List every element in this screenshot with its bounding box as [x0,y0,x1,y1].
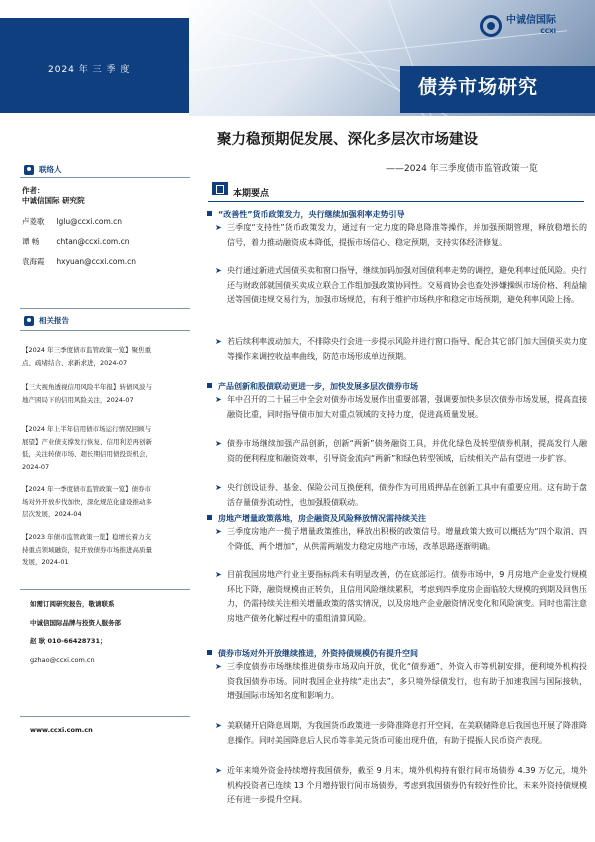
highlights-heading: 本期要点 [233,189,270,199]
author-row: 谭 畅 chtan@ccxi.com.cn [22,237,130,246]
arrow-bullet-icon: ➤ [215,483,222,492]
bullet-item: ➤ 年中召开的二十届三中全会对债券市场发展作出重要部署，强调要加快多层次债券市场发展，提高直接融资比重，同时指导债市加大对重点领域的支持力度，促进高质量发展。 [215,395,587,419]
bullet-square-icon [207,650,212,655]
author-email[interactable]: lglu@ccxi.com.cn [56,217,123,226]
divider [20,716,190,717]
section-title: 房地产增量政策落地，房企融资及风险释放情况需持续关注 [207,513,426,524]
bullet-item: ➤ 目前我国房地产行业主要指标尚未有明显改善，仍在底部运行。债券市场中，9 月房地产企业发行规模环比下降，融资规模由正转负，且信用风险继续累积，考虑到四季度房企面临较大规模的到期及回售压力，仍需持续关注相关增量政策的落实情况，以及房地产企业融资情况变化和风险演变。同时也需注意房地产债务化解过程中的重组清算风险。 [215,570,587,623]
highlights-rule [208,201,584,202]
divider [20,177,190,178]
arrow-bullet-icon: ➤ [215,439,222,448]
related-report-item[interactable]: 【2024 年三季度债市监管政策一览】聚焦重点、疏堵结合、求新求进，2024-07 [22,346,152,367]
bullet-item: ➤ 近年来境外资金持续增持我国债券，截至 9 月末，境外机构持有银行间市场债券 4.39 万亿元，境外机构投资者已连续 13 个月增持银行间市场债券，考虑到我国债券仍有较好性价比，未来外资持债规模还有进一步提升空间。 [215,766,587,804]
arrow-bullet-icon: ➤ [215,266,222,275]
arrow-bullet-icon: ➤ [215,395,222,404]
arrow-bullet-icon: ➤ [215,223,222,232]
related-report-item[interactable]: 【2024 年上半年信用债市场运行情况回顾与展望】产业债支撑发行恢复、信用利差再创新低，关注转债市场、超长期信用债投资机会，2024-07 [22,425,152,471]
bullet-item: ➤ 三季度“支持性”货币政策发力，通过有一定力度的降息降准等操作，并加强预期管理，释放稳增长的信号，着力推动融资成本降低，提振市场信心、稳定预期，支持实体经济修复。 [215,223,587,247]
arrow-bullet-icon: ➤ [215,570,222,579]
subscribe-note: 如需订阅研究报告，敬请联系 [30,600,115,608]
author-email[interactable]: hxyuan@ccxi.com.cn [56,257,137,266]
bullet-square-icon [207,211,212,216]
logo-name: 中诚信国际 [506,15,556,26]
contacts-heading: 联络人 [24,164,62,175]
bullet-item: ➤ 三季度债券市场继续推进债券市场双向开放，优化“债券通”、外资入市等机制安排，便利境外机构投资我国债券市场。同时我国企业持续“走出去”，多只境外绿债发行，也有助于加速我国与国际接轨，增强国际市场知名度和影响力。 [215,662,587,700]
author-label: 作者： [22,186,45,195]
contact-email[interactable]: gzhao@ccxi.com.cn [30,656,95,664]
arrow-bullet-icon: ➤ [215,527,222,536]
ccxi-logo [480,15,556,37]
page-title: 聚力稳预期促发展、深化多层次市场建设 [217,132,478,148]
bullet-item: ➤ 央行创设证券、基金、保险公司互换便利，债券作为可用质押品在创新工具中有重要应用。这有助于盘活存量债券流动性，也加强股债联动。 [215,483,587,507]
document-icon [24,316,34,326]
arrow-bullet-icon: ➤ [215,662,222,671]
divider [20,330,190,331]
ccxi-logo-icon [480,15,502,37]
divider [20,308,190,309]
author-row: 袁海霞 hxyuan@ccxi.com.cn [22,257,137,266]
report-series-title: 债券市场研究 [418,76,539,98]
section-title: 债券市场对外开放继续推进，外资持债规模仍有提升空间 [207,648,418,659]
bullet-item: ➤ 美联储开启降息周期，为我国货币政策进一步降准降息打开空间，在美联储降息后我国也开展了降准降息操作。同时美国降息后人民币等非美元货币可能出现升值，有助于提振人民币资产表现。 [215,721,587,745]
related-reports-heading: 相关报告 [24,315,69,326]
report-period: 2024 年 三 季 度 [48,65,131,75]
page-subtitle: ——2024 年三季度债市监管政策一览 [386,164,538,174]
arrow-bullet-icon: ➤ [215,721,222,730]
bullet-square-icon [207,515,212,520]
bullet-item: ➤ 三季度房地产一揽子增量政策推出，释放出积极的政策信号。增量政策大致可以概括为“四个取消、四个降低、两个增加”，从供需两端发力稳定房地产市场，改革思路逐渐明确。 [215,527,587,551]
service-dept: 中诚信国际品牌与投资人服务部 [30,619,121,627]
bullet-item: ➤ 债券市场继续加强产品创新，创新“两新”债务融资工具，并优化绿色及转型债券机制，提高发行人融资的便利程度和融资效率，引导资金流向“两新”和绿色转型领域，后续相关产品有望进一步扩容。 [215,439,587,463]
author-row: 卢菱歌 lglu@ccxi.com.cn [22,217,123,226]
arrow-bullet-icon: ➤ [215,337,222,346]
bullet-square-icon [207,383,212,388]
person-icon [24,165,34,175]
bullet-item: ➤ 央行通过新进式国债买卖和窗口指导，继续加码加强对国债利率走势的调控，避免利率过低风险。央行还与财政部就国债买卖成立联合工作组加强政策协同性。交易商协会也查处涉嫌操纵市场价格、利益输送等国债违规交易行为，加强市场规范，有利于维护市场秩序和稳定市场预期，避免利率风险上扬。 [215,266,587,304]
logo-sub: CCXI [540,28,556,35]
highlights-icon [212,182,228,195]
author-email[interactable]: chtan@ccxi.com.cn [56,237,130,246]
section-title: 产品创新和股债联动更进一步，加快发展多层次债券市场 [207,381,418,392]
author-block [22,186,85,206]
related-report-item[interactable]: 【2023 年债市监管政策一览】稳增长着力支持重点领域融资，促开放债券市场推进高质量发展，2024-01 [22,533,152,566]
header-banner [0,0,595,116]
divider [20,589,190,590]
bullet-item: ➤ 若后续利率波动加大，不排除央行会进一步提示风险并进行窗口指导、配合其它部门加大国债买卖力度等操作来调控收益率曲线，防范市场形成单边预期。 [215,337,587,361]
contact-phone: 赵 耿 010-66428731； [30,637,107,645]
author-org: 中诚信国际 研究院 [22,196,85,205]
website-link[interactable]: www.ccxi.com.cn [30,726,93,734]
arrow-bullet-icon: ➤ [215,766,222,775]
related-report-item[interactable]: 【三大视角透视信用风险半年报】转债风波与地产困局下的信用风险关注，2024-07 [22,383,152,404]
related-report-item[interactable]: 【2024 年一季度债市监管政策一览】债券市场对外开放步伐加快，深化规范化建设推动多层次发展，2024-04 [22,485,152,518]
section-title: “改善性”货币政策发力，央行继续加强利率走势引导 [207,209,405,220]
